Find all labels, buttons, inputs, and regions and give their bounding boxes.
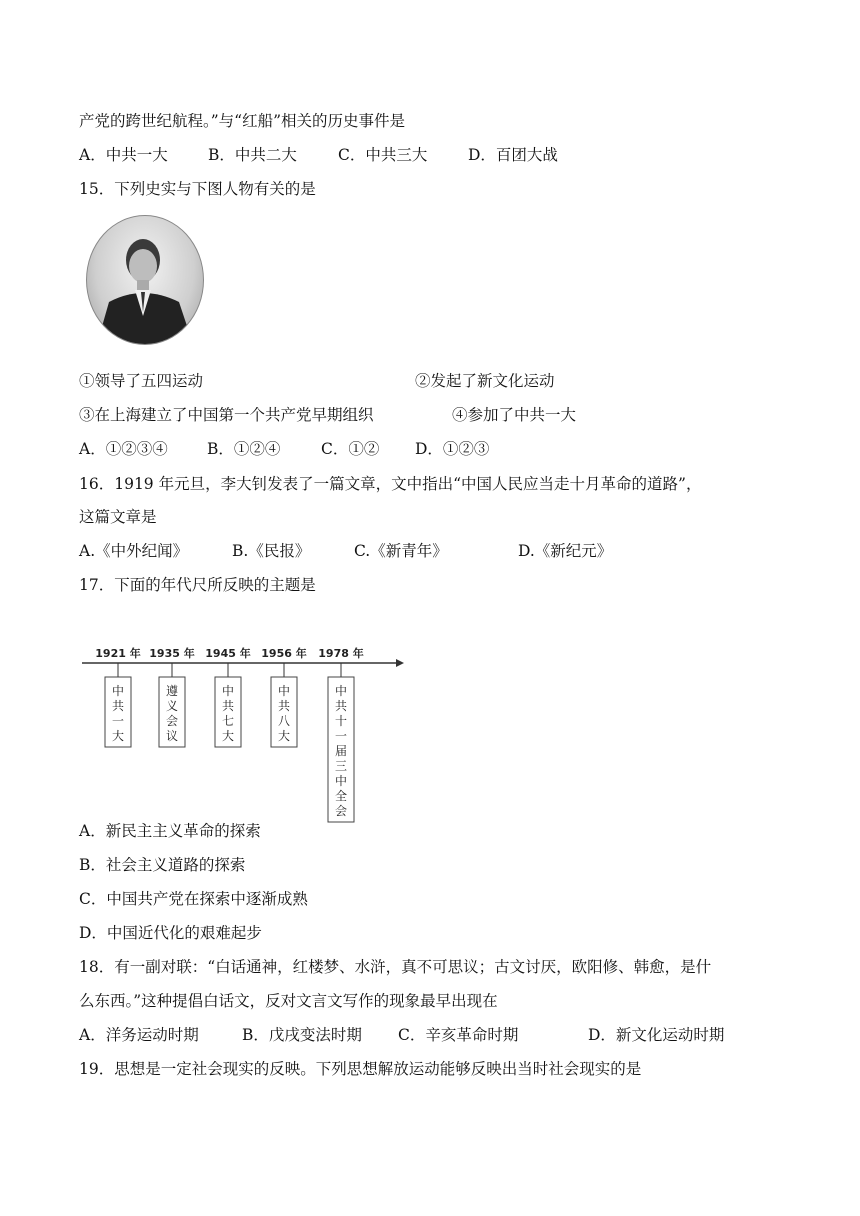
timeline-event-char: 十 (334, 714, 348, 728)
q17-option-b: B．社会主义道路的探索 (79, 856, 246, 874)
timeline-year-label: 1921 年 (95, 647, 141, 660)
timeline-arrow-icon (396, 659, 404, 667)
q14-stem-tail: 产党的跨世纪航程。”与“红船”相关的历史事件是 (79, 112, 406, 130)
timeline-event-label (335, 683, 347, 818)
q15-item-1: ①领导了五四运动 (79, 372, 204, 390)
timeline-year-label: 1956 年 (261, 647, 307, 660)
q15-option-a: A．①②③④ (79, 440, 168, 458)
q15-item-2: ②发起了新文化运动 (415, 372, 555, 390)
q15-item-3: ③在上海建立了中国第一个共产党早期组织 (79, 406, 374, 424)
q18-option-b: B．戊戌变法时期 (242, 1026, 362, 1044)
q15-option-d: D．①②③ (415, 440, 490, 458)
timeline-event-char: 共 (221, 699, 235, 713)
q16-stem-line2: 这篇文章是 (79, 508, 157, 526)
timeline-event-char: 共 (277, 699, 291, 713)
timeline-event-char: 会 (334, 804, 348, 818)
q14-option-d: D．百团大战 (468, 146, 558, 164)
q16-option-a: A.《中外纪闻》 (79, 542, 189, 560)
timeline-year-label: 1935 年 (149, 647, 195, 660)
timeline-event-label (166, 684, 178, 743)
timeline-event-char: 大 (221, 729, 235, 743)
timeline-event-char: 三 (334, 759, 348, 773)
timeline-year-label: 1945 年 (205, 647, 251, 660)
timeline-event-char: 大 (277, 729, 291, 743)
timeline-event-char: 全 (334, 789, 348, 803)
q18-option-d: D．新文化运动时期 (588, 1026, 725, 1044)
timeline-event-char: 遵 (165, 684, 179, 698)
q16-option-c: C.《新青年》 (354, 542, 448, 560)
q19-stem: 19．思想是一定社会现实的反映。下列思想解放运动能够反映出当时社会现实的是 (79, 1060, 642, 1078)
q18-stem-line2: 么东西。”这种提倡白话文，反对文言文写作的现象最早出现在 (79, 992, 498, 1010)
timeline-event-char: 共 (111, 699, 125, 713)
timeline-event-char: 中 (277, 684, 291, 698)
timeline-event-char: 大 (111, 729, 125, 743)
q18-option-c: C．辛亥革命时期 (398, 1026, 519, 1044)
q18-option-a: A．洋务运动时期 (79, 1026, 199, 1044)
timeline-year-label: 1978 年 (318, 647, 364, 660)
timeline-event-char: 七 (221, 714, 235, 728)
timeline-event-char: 中 (334, 684, 348, 698)
timeline-event-char: 八 (277, 714, 291, 728)
timeline-event-char: 共 (334, 699, 348, 713)
timeline-event-char: 议 (165, 729, 179, 743)
q15-item-4: ④参加了中共一大 (452, 406, 577, 424)
q15-stem: 15．下列史实与下图人物有关的是 (79, 180, 316, 198)
timeline-event-char: 会 (165, 714, 179, 728)
timeline-event-char: 届 (334, 744, 348, 758)
timeline-event-char: 义 (165, 699, 179, 713)
q16-option-b: B.《民报》 (232, 542, 311, 560)
q17-option-c: C．中国共产党在探索中逐渐成熟 (79, 890, 308, 908)
timeline-event-char: 一 (111, 714, 125, 728)
q16-option-d: D.《新纪元》 (518, 542, 613, 560)
timeline-event-char: 中 (334, 774, 348, 788)
q15-option-c: C．①② (321, 440, 380, 458)
q17-option-d: D．中国近代化的艰难起步 (79, 924, 262, 942)
q18-stem-line1: 18．有一副对联：“白话通神，红楼梦、水浒，真不可思议；古文讨厌，欧阳修、韩愈，是什 (79, 958, 712, 976)
q15-option-b: B．①②④ (207, 440, 281, 458)
q17-stem: 17．下面的年代尺所反映的主题是 (79, 576, 316, 594)
timeline-event-char: 中 (111, 684, 125, 698)
q14-option-a: A．中共一大 (79, 146, 168, 164)
timeline-event-char: 中 (221, 684, 235, 698)
q14-option-b: B．中共二大 (208, 146, 297, 164)
timeline-event-char: 一 (334, 729, 348, 743)
q14-option-c: C．中共三大 (338, 146, 428, 164)
q16-stem-line1: 16．1919 年元旦，李大钊发表了一篇文章，文中指出“中国人民应当走十月革命的道路”， (79, 475, 702, 493)
q17-option-a: A．新民主主义革命的探索 (79, 822, 261, 840)
